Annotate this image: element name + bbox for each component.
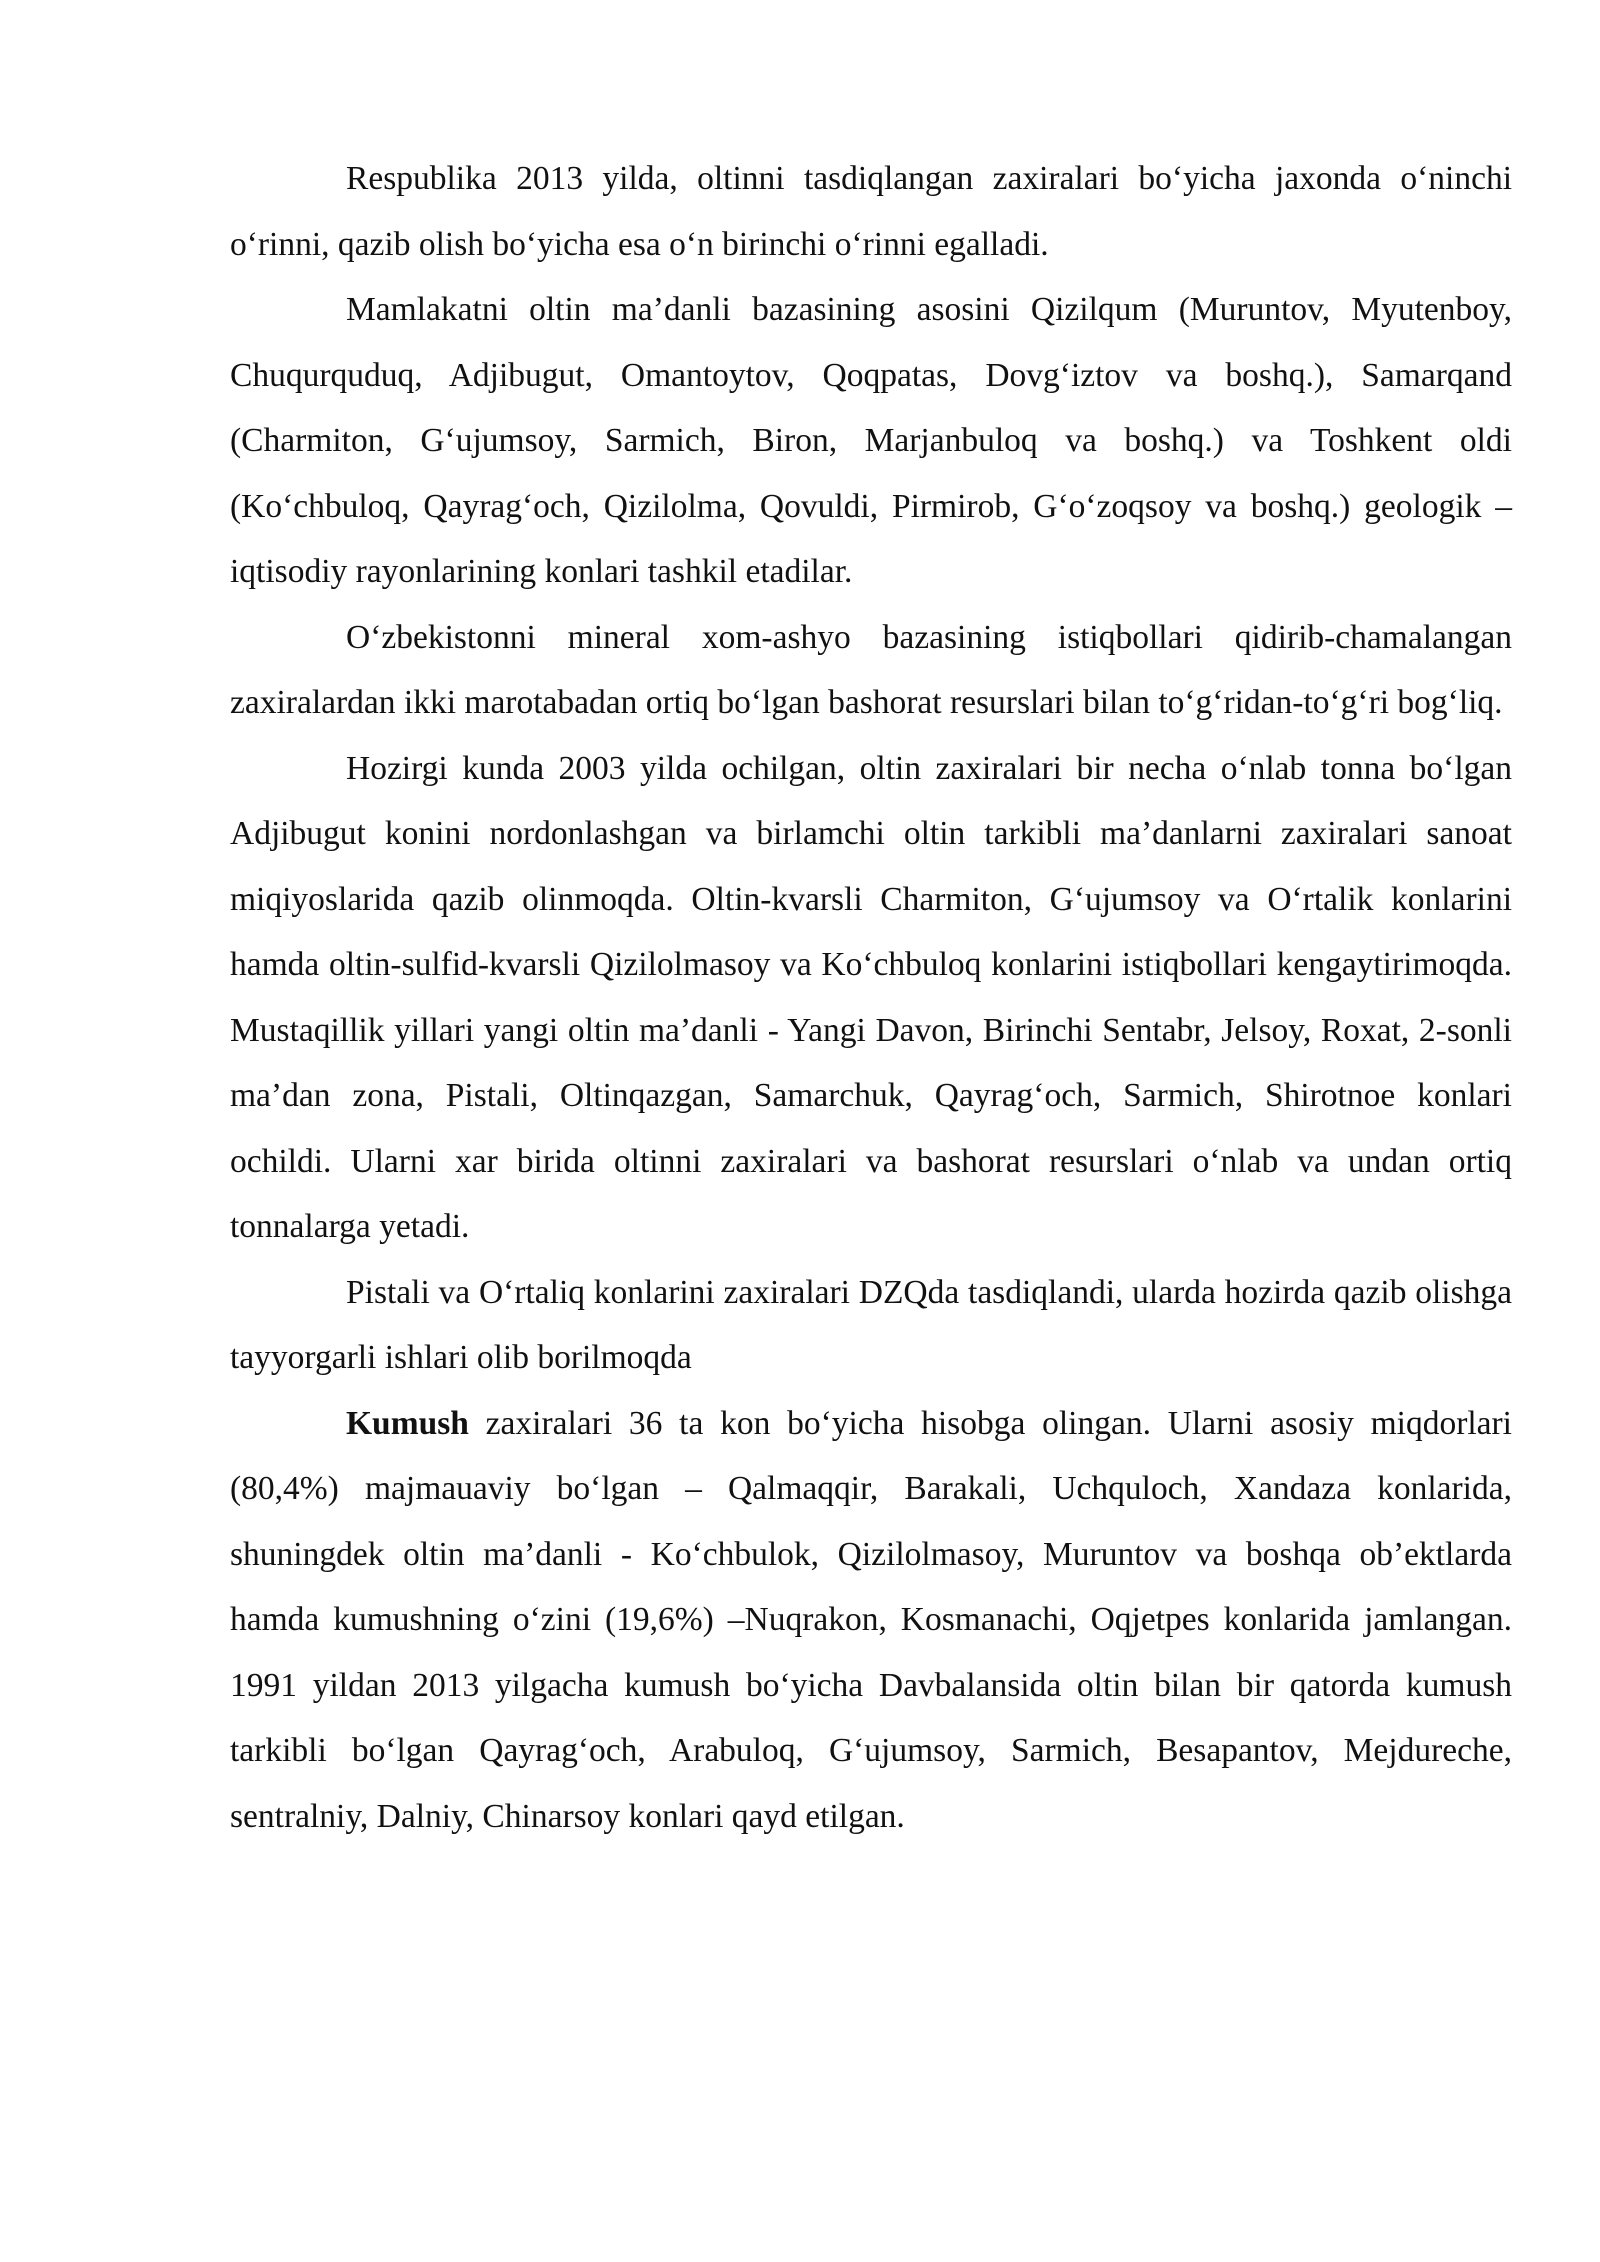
paragraph-lead-term: Kumush — [346, 1404, 469, 1442]
paragraph-gold-ranking — [230, 146, 1512, 277]
paragraph-text: Pistali va O‘rtaliq konlarini zaxiralari DZQda tasdiqlandi, ularda hozirda qazib olishga tayyorgarli ishlari olib borilmoqda — [230, 1273, 1512, 1376]
paragraph-current-mining — [230, 736, 1512, 1260]
paragraph-mineral-prospects — [230, 605, 1512, 736]
paragraph-gold-ore-base — [230, 277, 1512, 605]
document-page — [230, 146, 1512, 1849]
paragraph-silver-reserves — [230, 1391, 1512, 1850]
paragraph-text: zaxiralari 36 ta kon bo‘yicha hisobga olingan. Ularni asosiy miqdorlari (80,4%) majmauaviy bo‘lgan – Qalmaqqir, Barakali, Uchquloch, Xandaza konlarida, shuningdek oltin ma’danli - Ko‘chbulok, Qizilolmasoy, Muruntov va boshqa ob’ektlarda hamda kumushning o‘zini (19,6%) –Nuqrakon, Kosmanachi, Oqjetpes konlarida jamlangan. 1991 yildan 2013 yilgacha kumush bo‘yicha Davbalansida oltin bilan bir qatorda kumush tarkibli bo‘lgan Qayrag‘och, Arabuloq, G‘ujumsoy, Sarmich, Besapantov, Mejdureche, sentralniy, Dalniy, Chinarsoy konlari qayd etilgan. — [230, 1404, 1512, 1835]
paragraph-text: Hozirgi kunda 2003 yilda ochilgan, oltin zaxiralari bir necha o‘nlab tonna bo‘lgan Adjibugut konini nordonlashgan va birlamchi oltin tarkibli ma’danlarni zaxiralari sanoat miqiyoslarida qazib olinmoqda. Oltin-kvarsli Charmiton, G‘ujumsoy va O‘rtalik konlarini hamda oltin-sulfid-kvarsli Qizilolmasoy va Ko‘chbuloq konlarini istiqbollari kengaytirimoqda. Mustaqillik yillari yangi oltin ma’danli - Yangi Davon, Birinchi Sentabr, Jelsoy, Roxat, 2-sonli ma’dan zona, Pistali, Oltinqazgan, Samarchuk, Qayrag‘och, Sarmich, Shirotnoe konlari ochildi. Ularni xar birida oltinni zaxiralari va bashorat resurslari o‘nlab va undan ortiq tonnalarga yetadi. — [230, 749, 1512, 1245]
paragraph-text: Respublika 2013 yilda, oltinni tasdiqlangan zaxiralari bo‘yicha jaxonda o‘ninchi o‘rinni, qazib olish bo‘yicha esa o‘n birinchi o‘rinni egalladi. — [230, 160, 1512, 263]
paragraph-text: Mamlakatni oltin ma’danli bazasining asosini Qizilqum (Muruntov, Myutenboy, Chuqurquduq, Adjibugut, Omantoytov, Qoqpatas, Dovg‘iztov va boshq.), Samarqand (Charmiton, G‘ujumsoy, Sarmich, Biron, Marjanbuloq va boshq.) va Toshkent oldi (Ko‘chbuloq, Qayrag‘och, Qizilolma, Qovuldi, Pirmirob, G‘o‘zoqsoy va boshq.) geologik –iqtisodiy rayonlarining konlari tashkil etadilar. — [230, 291, 1512, 590]
paragraph-pistali-reserves — [230, 1260, 1512, 1391]
paragraph-text: O‘zbekistonni mineral xom-ashyo bazasining istiqbollari qidirib-chamalangan zaxiralardan ikki marotabadan ortiq bo‘lgan bashorat resurslari bilan to‘g‘ridan-to‘g‘ri bog‘liq. — [230, 618, 1512, 721]
